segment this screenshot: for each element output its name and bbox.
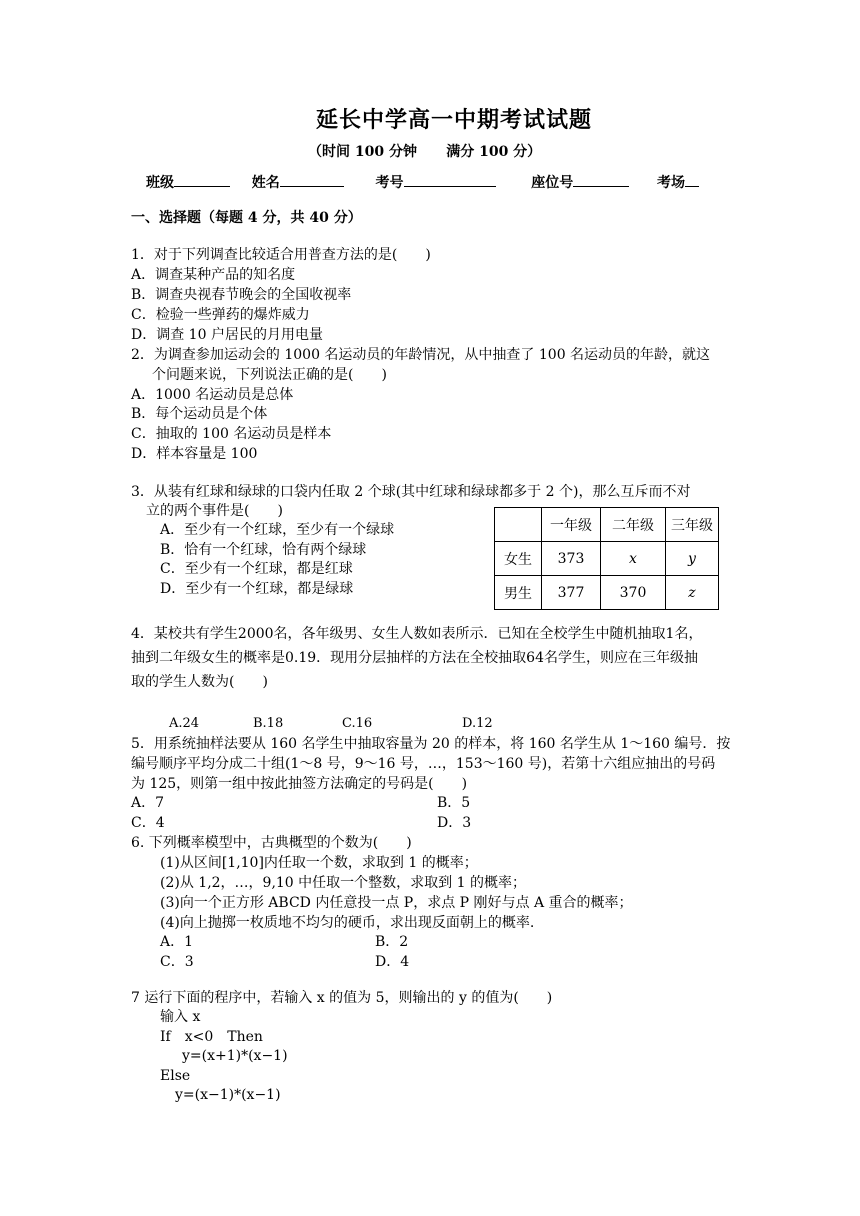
table-cell: 373: [542, 542, 601, 576]
q4-option-b: B.18: [253, 716, 284, 731]
field-id-blank[interactable]: [404, 171, 496, 187]
q7-code-line3: y=(x+1)*(x−1): [182, 1048, 288, 1064]
section-heading: 一、选择题（每题 4 分，共 40 分）: [131, 210, 362, 226]
q4-option-c: C.16: [342, 716, 373, 731]
q5-option-b: B．5: [437, 795, 471, 811]
page-title: 延长中学高一中期考试试题: [316, 107, 593, 133]
table-cell: 377: [542, 576, 601, 610]
q6-option-b: B．2: [375, 934, 409, 950]
q5-option-c: C．4: [131, 815, 165, 831]
q2-option-d: D．样本容量是 100: [131, 446, 258, 462]
q2-stem-line2: 个问题来说，下列说法正确的是( ): [152, 367, 387, 383]
q7-code-line2: If x<0 Then: [160, 1029, 263, 1045]
q6-item-4: (4)向上抛掷一枚质地不均匀的硬币，求出现反面朝上的概率.: [160, 915, 535, 931]
field-name-blank[interactable]: [280, 171, 344, 187]
q6-item-3: (3)向一个正方形 ABCD 内任意投一点 P，求点 P 刚好与点 A 重合的概率；: [160, 895, 633, 911]
q4-option-a: A.24: [169, 716, 200, 731]
q4-option-d: D.12: [462, 716, 493, 731]
q5-line3: 为 125，则第一组中按此抽签方法确定的号码是( ): [131, 776, 468, 792]
q5-option-d: D．3: [437, 815, 472, 831]
q5-option-a: A．7: [131, 795, 165, 811]
field-class-label: 班级: [146, 175, 174, 191]
info-line: [146, 171, 699, 193]
q3-option-a: A．至少有一个红球，至少有一个绿球: [160, 522, 395, 538]
q1-stem: 1．对于下列调查比较适合用普查方法的是( ): [131, 247, 431, 263]
table-row: [495, 576, 719, 610]
q6-item-1: (1)从区间[1,10]内任取一个数，求取到 1 的概率；: [160, 855, 478, 871]
table-cell: z: [666, 576, 719, 610]
q1-option-c: C．检验一些弹药的爆炸威力: [131, 307, 310, 323]
q6-option-d: D．4: [375, 954, 410, 970]
q4-line2: 抽到二年级女生的概率是0.19．现用分层抽样的方法在全校抽取64名学生，则应在三年级抽: [131, 650, 698, 666]
q3-option-c: C．至少有一个红球，都是红球: [160, 561, 353, 577]
q4-line1: 4．某校共有学生2000名，各年级男、女生人数如表所示．已知在全校学生中随机抽取1名，: [131, 626, 703, 642]
q1-option-d: D．调查 10 户居民的月用电量: [131, 327, 323, 343]
table-cell: 女生: [495, 542, 542, 576]
field-id-label: 考号: [375, 175, 404, 191]
table-cell: 370: [601, 576, 666, 610]
q7-code-line5: y=(x−1)*(x−1): [175, 1087, 281, 1103]
field-room-label: 考场: [657, 175, 685, 191]
table-cell: y: [666, 542, 719, 576]
table-header-cell: 三年级: [666, 508, 719, 542]
q6-stem: 6. 下列概率模型中，古典概型的个数为( ): [131, 835, 412, 851]
table-header-cell: [495, 508, 542, 542]
table-header-cell: 二年级: [601, 508, 666, 542]
exam-subtitle: （时间 100 分钟 满分 100 分）: [308, 144, 542, 160]
q4-line3: 取的学生人数为( ): [131, 674, 268, 690]
q2-stem-line1: 2．为调查参加运动会的 1000 名运动员的年龄情况，从中抽查了 100 名运动员的年龄，就这: [131, 347, 711, 363]
field-name-label: 姓名: [251, 175, 280, 191]
q2-option-b: B．每个运动员是个体: [131, 406, 268, 422]
q6-option-a: A．1: [160, 934, 194, 950]
q3-stem-line2: 立的两个事件是( ): [146, 503, 283, 519]
field-room-blank[interactable]: [685, 171, 699, 187]
q7-code-line1: 输入 x: [160, 1009, 201, 1025]
table-row: [495, 542, 719, 576]
q3-stem-line1: 3．从装有红球和绿球的口袋内任取 2 个球(其中红球和绿球都多于 2 个)，那么互斥而不对: [131, 484, 691, 500]
q2-option-a: A．1000 名运动员是总体: [131, 387, 294, 403]
q6-item-2: (2)从 1,2，…，9,10 中任取一个整数，求取到 1 的概率；: [160, 875, 526, 891]
q1-option-b: B．调查央视春节晚会的全国收视率: [131, 287, 352, 303]
q3-option-d: D．至少有一个红球，都是绿球: [160, 581, 354, 597]
table-row: [495, 508, 719, 542]
field-seat-label: 座位号: [531, 175, 574, 191]
table-cell: 男生: [495, 576, 542, 610]
table-header-cell: 一年级: [542, 508, 601, 542]
q7-stem: 7 运行下面的程序中，若输入 x 的值为 5，则输出的 y 的值为( ): [131, 990, 553, 1006]
q1-option-a: A．调查某种产品的知名度: [131, 267, 296, 283]
q6-option-c: C．3: [160, 954, 194, 970]
grade-table: [494, 507, 719, 610]
field-seat-blank[interactable]: [573, 171, 629, 187]
field-class-blank[interactable]: [174, 171, 230, 187]
q5-line1: 5．用系统抽样法要从 160 名学生中抽取容量为 20 的样本，将 160 名学生从 1～160 编号．按: [131, 736, 731, 752]
q3-option-b: B．恰有一个红球，恰有两个绿球: [160, 542, 367, 558]
table-cell: x: [601, 542, 666, 576]
q7-code-line4: Else: [160, 1068, 191, 1084]
q5-line2: 编号顺序平均分成二十组(1～8 号，9～16 号，…，153～160 号)，若第十六组应抽出的号码: [131, 756, 716, 772]
q2-option-c: C．抽取的 100 名运动员是样本: [131, 426, 332, 442]
